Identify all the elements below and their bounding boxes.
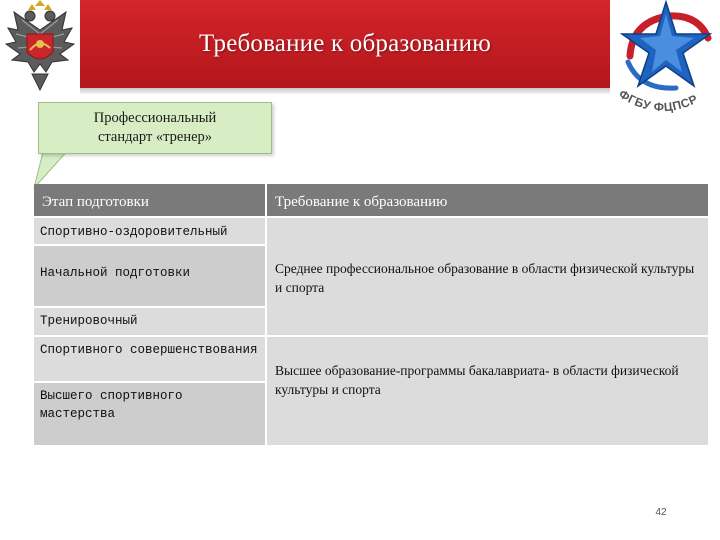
page-title: Требование к образованию [198, 30, 492, 57]
education-requirements-table [34, 184, 708, 445]
svg-text:ФГБУ ФЦПСР [616, 87, 700, 114]
stage-label: Высшего спортивного мастерства [40, 389, 183, 421]
stage-label: Тренировочный [40, 314, 138, 328]
requirement-cell-secondary [267, 218, 708, 335]
standard-callout [38, 102, 272, 154]
requirement-text: Высшее образование-программы бакалавриата- в области физической культуры и спорта [275, 363, 679, 397]
stage-cell-4 [34, 337, 265, 381]
fcpsr-star-logo [610, 0, 720, 130]
stage-cell-3 [34, 308, 265, 335]
header-stage [34, 184, 265, 216]
header-requirement-label: Требование к образованию [275, 194, 448, 210]
stage-label: Спортивного совершенствования [40, 343, 258, 357]
header-requirement [267, 184, 708, 216]
stage-label: Спортивно-оздоровительный [40, 225, 228, 239]
stage-label: Начальной подготовки [40, 266, 191, 280]
org-name-label: ФГБУ ФЦПСР [616, 86, 701, 115]
stage-cell-2 [34, 246, 265, 306]
callout-line-1: Профессиональный [93, 110, 217, 126]
banner-shadow-strip [80, 88, 610, 94]
stage-cell-1 [34, 218, 265, 244]
requirement-text: Среднее профессиональное образование в области физической культуры и спорта [275, 261, 695, 295]
page-number: 42 [655, 507, 667, 518]
header-stage-label: Этап подготовки [42, 194, 149, 210]
stage-cell-5 [34, 383, 265, 445]
title-banner [80, 0, 610, 88]
callout-line-2: стандарт «тренер» [97, 129, 213, 145]
requirement-cell-higher [267, 337, 708, 445]
coat-of-arms-emblem [0, 0, 80, 92]
